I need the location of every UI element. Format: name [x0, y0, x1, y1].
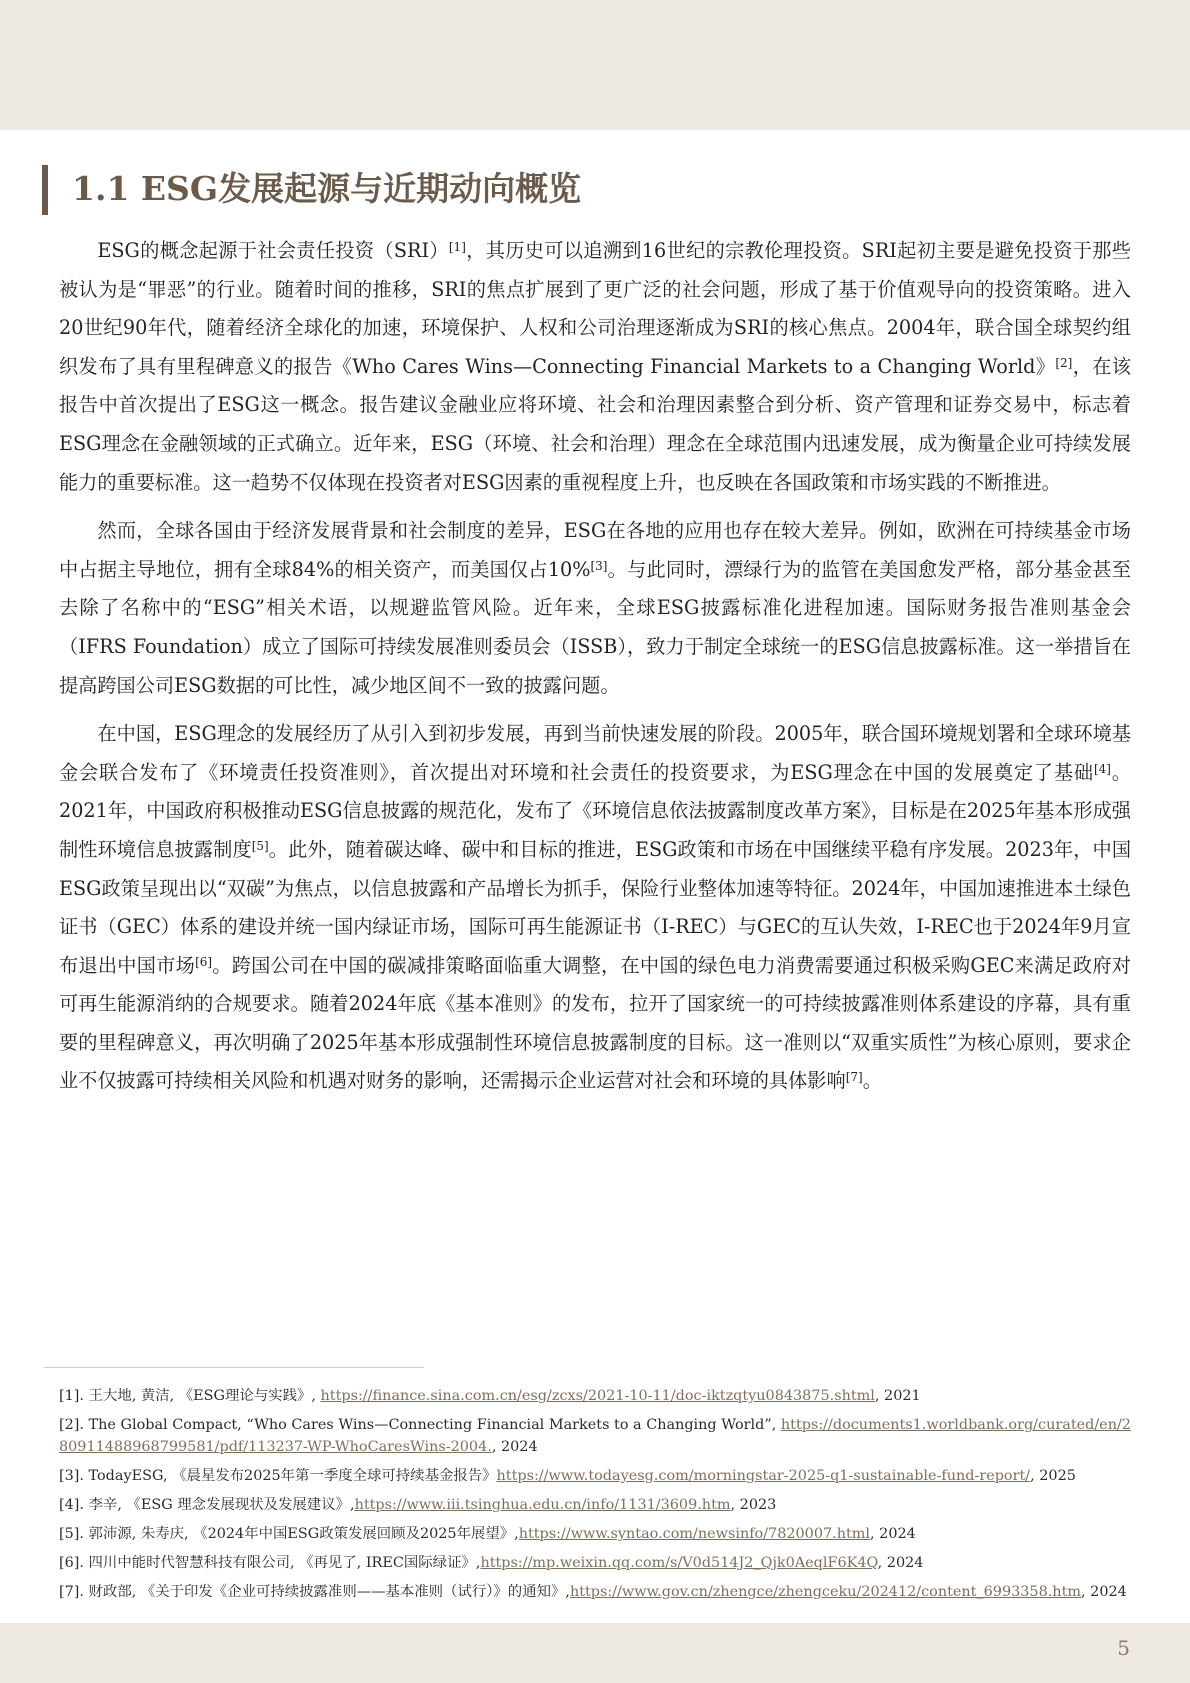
paragraph-text: 。 — [862, 1069, 882, 1093]
footnote — [59, 1581, 1131, 1603]
footnote-citation: [1]. 王大地, 黄洁, 《ESG理论与实践》, — [59, 1388, 321, 1404]
citation-marker[interactable]: [1] — [448, 240, 466, 254]
heading-accent-bar — [42, 165, 48, 215]
footnote-link[interactable]: https://www.gov.cn/zhengce/zhengceku/202412/content_6993358.htm — [569, 1584, 1082, 1600]
footnote-link[interactable]: https://documents1.worldbank.org/curated/en/280911488968799581/pdf/113237-WP-WhoCaresWins-2004. — [59, 1417, 1131, 1455]
footnote-year: , 2021 — [874, 1388, 921, 1404]
footnote-link[interactable]: https://mp.weixin.qq.com/s/V0d514J2_Qjk0AeqlF6K4Q — [480, 1555, 878, 1571]
footnote-citation: [5]. 郭沛源, 朱寿庆, 《2024年中国ESG政策发展回顾及2025年展望》, — [59, 1526, 519, 1542]
footnote-citation: [7]. 财政部, 《关于印发《企业可持续披露准则——基本准则（试行）》的通知》, — [59, 1584, 570, 1600]
paragraph-text: ，在该报告中首次提出了ESG这一概念。报告建议金融业应将环境、社会和治理因素整合到分析、资产管理和证券交易中，标志着ESG理念在金融领域的正式确立。近年来，ESG（环境、社会和治理）理念在全球范围内迅速发展，成为衡量企业可持续发展能力的重要标准。这一趋势不仅体现在投资者对ESG因素的重视程度上升，也反映在各国政策和市场实践的不断推进。 — [59, 354, 1131, 494]
citation-marker[interactable]: [6] — [195, 954, 213, 969]
paragraph-text: 。跨国公司在中国的碳减排策略面临重大调整，在中国的绿色电力消费需要通过积极采购GEC来满足政府对可再生能源消纳的合规要求。随着2024年底《基本准则》的发布，拉开了国家统一的可持续披露准则体系建设的序幕，具有重要的里程碑意义，再次明确了2025年基本形成强制性环境信息披露制度的目标。这一准则以“双重实质性”为核心原则，要求企业不仅披露可持续相关风险和机遇对财务的影响，还需揭示企业运营对社会和环境的具体影响 — [59, 953, 1131, 1093]
footnote-year: , 2023 — [730, 1497, 777, 1513]
footnote — [59, 1523, 1131, 1545]
footnote-link[interactable]: https://finance.sina.com.cn/esg/zcxs/2021-10-11/doc-iktzqtyu0843875.shtml — [320, 1388, 875, 1404]
footnote-citation: [2]. The Global Compact, “Who Cares Wins—Connecting Financial Markets to a Changing World”, — [59, 1417, 781, 1433]
paragraph-text: ，其历史可以追溯到16世纪的宗教伦理投资。SRI起初主要是避免投资于那些被认为是“罪恶”的行业。随着时间的推移，SRI的焦点扩展到了更广泛的社会问题，形成了基于价值观导向的投资策略。进入20世纪90年代，随着经济全球化的加速，环境保护、人权和公司治理逐渐成为SRI的核心焦点。2004年，联合国全球契约组织发布了具有里程碑意义的报告《Who Cares Wins—Connecting Financial Markets to a Changing World》 — [59, 239, 1131, 378]
citation-marker[interactable]: [3] — [590, 558, 608, 573]
footnote-year: , 2024 — [491, 1439, 538, 1455]
footnote-year: , 2024 — [1081, 1584, 1127, 1600]
citation-marker[interactable]: [5] — [251, 838, 269, 853]
header-band — [0, 0, 1190, 130]
paragraph-text: 在中国，ESG理念的发展经历了从引入到初步发展，再到当前快速发展的阶段。2005年，联合国环境规划署和全球环境基金会联合发布了《环境责任投资准则》，首次提出对环境和社会责任的投资要求，为ESG理念在中国的发展奠定了基础 — [59, 722, 1131, 784]
footnote-link[interactable]: https://www.syntao.com/newsinfo/7820007.html — [518, 1526, 871, 1542]
footnotes — [59, 1385, 1131, 1610]
footnote-divider — [44, 1367, 424, 1368]
paragraph — [59, 232, 1131, 502]
footnote-citation: [6]. 四川中能时代智慧科技有限公司, 《再见了, IREC国际绿证》, — [59, 1555, 481, 1571]
body-text — [59, 232, 1131, 1111]
citation-marker[interactable]: [4] — [1093, 761, 1111, 776]
paragraph — [59, 715, 1131, 1101]
footnote-year: , 2025 — [1030, 1468, 1076, 1484]
paragraph — [59, 512, 1131, 705]
footnote-citation: [4]. 李辛, 《ESG 理念发展现状及发展建议》, — [59, 1497, 355, 1513]
paragraph-text: ESG的概念起源于社会责任投资（SRI） — [97, 239, 449, 262]
footnote — [59, 1385, 1131, 1407]
footnote-link[interactable]: https://www.todayesg.com/morningstar-2025-q1-sustainable-fund-report/ — [496, 1468, 1031, 1484]
footnote-link[interactable]: https://www.iii.tsinghua.edu.cn/info/1131/3609.htm — [354, 1497, 731, 1513]
paragraph-text: 然而，全球各国由于经济发展背景和社会制度的差异，ESG在各地的应用也存在较大差异。例如，欧洲在可持续基金市场中占据主导地位，拥有全球84%的相关资产，而美国仅占10% — [59, 519, 1131, 581]
footnote-year: , 2024 — [870, 1526, 916, 1542]
page-title: 1.1 ESG发展起源与近期动向概览 — [72, 169, 582, 208]
citation-marker[interactable]: [2] — [1055, 355, 1073, 370]
footnote — [59, 1552, 1131, 1574]
footnote — [59, 1465, 1131, 1487]
footnote-citation: [3]. TodayESG, 《晨星发布2025年第一季度全球可持续基金报告》 — [59, 1468, 497, 1484]
paragraph-text: 。2021年，中国政府积极推动ESG信息披露的规范化，发布了《环境信息依法披露制度改革方案》，目标是在2025年基本形成强制性环境信息披露制度 — [59, 760, 1131, 861]
footnote-year: , 2024 — [877, 1555, 924, 1571]
paragraph-text: 。与此同时，漂绿行为的监管在美国愈发严格，部分基金甚至去除了名称中的“ESG”相关术语，以规避监管风险。近年来，全球ESG披露标准化进程加速。国际财务报告准则基金会（IFRS Foundation）成立了国际可持续发展准则委员会（ISSB），致力于制定全球统一的ESG信息披露标准。这一举措旨在提高跨国公司ESG数据的可比性，减少地区间不一致的披露问题。 — [59, 557, 1131, 697]
citation-marker[interactable]: [7] — [845, 1070, 863, 1085]
footer-band — [0, 1623, 1190, 1683]
footnote — [59, 1494, 1131, 1516]
footnote — [59, 1414, 1131, 1458]
page-number: 5 — [1117, 1636, 1130, 1660]
paragraph-text: 。此外，随着碳达峰、碳中和目标的推进，ESG政策和市场在中国继续平稳有序发展。2023年，中国ESG政策呈现出以“双碳”为焦点，以信息披露和产品增长为抓手，保险行业整体加速等特征。2024年，中国加速推进本土绿色证书（GEC）体系的建设并统一国内绿证市场，国际可再生能源证书（I-REC）与GEC的互认失效，I-REC也于2024年9月宣布退出中国市场 — [59, 837, 1132, 977]
